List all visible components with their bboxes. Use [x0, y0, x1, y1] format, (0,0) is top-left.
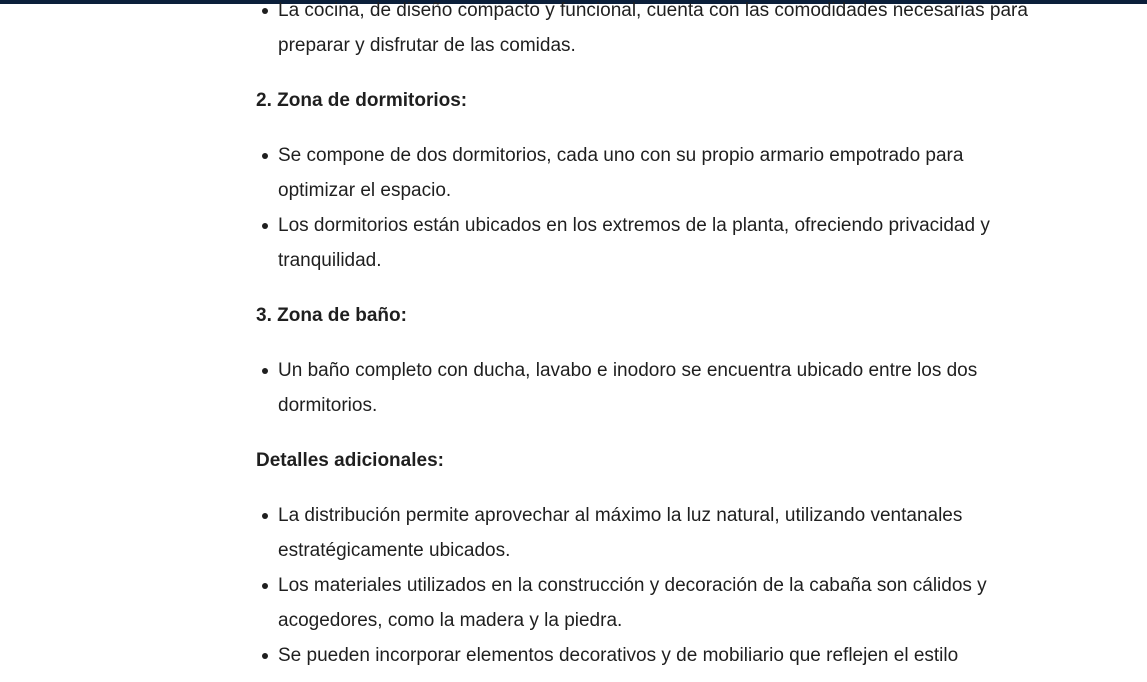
bedrooms-list — [256, 138, 1036, 278]
details-list — [256, 498, 1036, 673]
list-item: Los materiales utilizados en la construcción y decoración de la cabaña son cálidos y acogedores, como la madera y la piedra. — [278, 568, 1036, 638]
list-item: Los dormitorios están ubicados en los extremos de la planta, ofreciendo privacidad y tranquilidad. — [278, 208, 1036, 278]
kitchen-list — [256, 0, 1036, 63]
list-item: La distribución permite aprovechar al máximo la luz natural, utilizando ventanales estratégicamente ubicados. — [278, 498, 1036, 568]
bathroom-list — [256, 353, 1036, 423]
section-heading-bedrooms: 2. Zona de dormitorios: — [256, 90, 468, 111]
section-heading-bathroom: 3. Zona de baño: — [256, 305, 407, 326]
section-heading-details: Detalles adicionales: — [256, 450, 444, 471]
list-item: Un baño completo con ducha, lavabo e inodoro se encuentra ubicado entre los dos dormitorios. — [278, 353, 1036, 423]
list-item: Se compone de dos dormitorios, cada uno con su propio armario empotrado para optimizar el espacio. — [278, 138, 1036, 208]
list-item: Se pueden incorporar elementos decorativos y de mobiliario que reflejen el estilo — [278, 638, 1036, 673]
list-item: La cocina, de diseño compacto y funcional, cuenta con las comodidades necesarias para preparar y disfrutar de las comidas. — [278, 0, 1036, 63]
response-content — [256, 0, 1036, 673]
